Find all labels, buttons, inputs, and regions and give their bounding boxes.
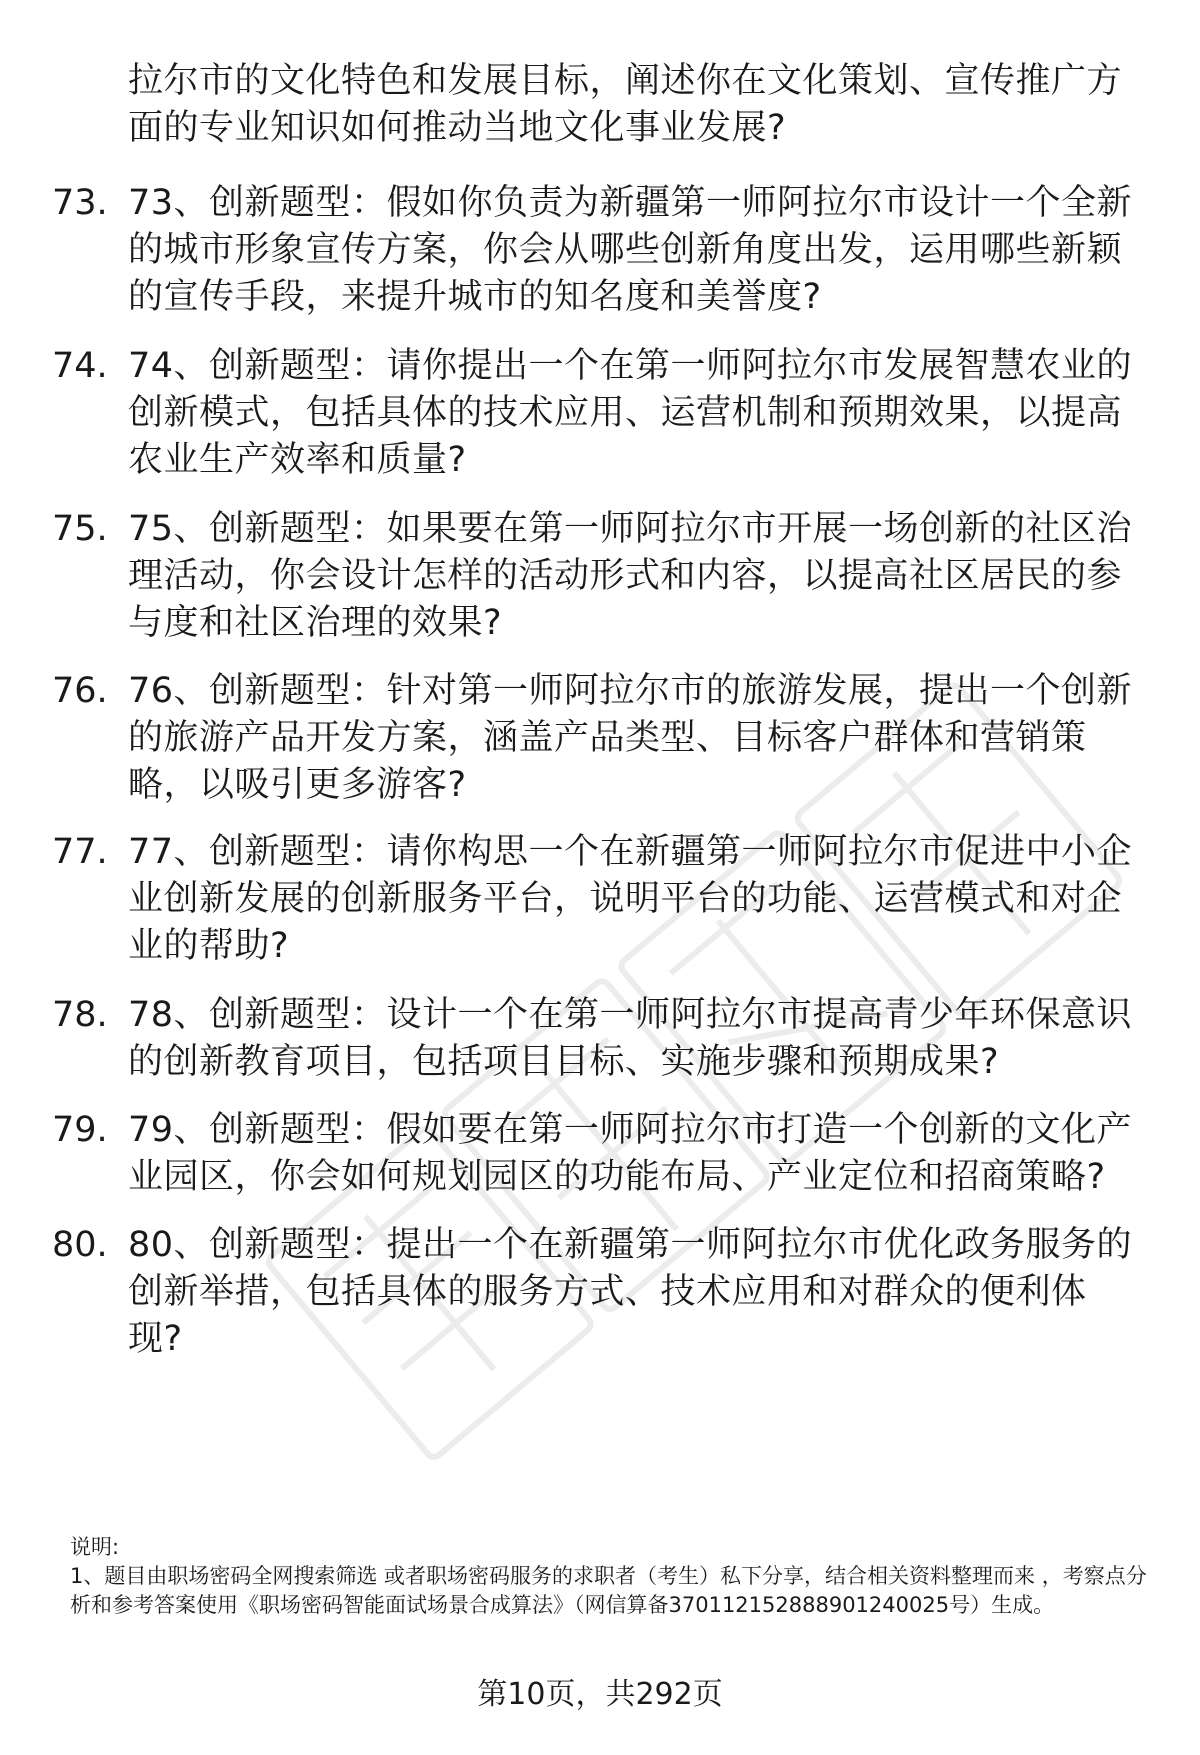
question-text: 80、创新题型：提出一个在新疆第一师阿拉尔市优化政务服务的创新举措，包括具体的服务方式、技术应用和对群众的便利体现? [128, 1225, 1133, 1359]
question-text: 76、创新题型：针对第一师阿拉尔市的旅游发展，提出一个创新的旅游产品开发方案，涵盖产品类型、目标客户群体和营销策略，以吸引更多游客? [128, 671, 1133, 805]
question-number: 76. [52, 671, 108, 711]
question-number: 80. [52, 1225, 108, 1265]
question-text: 74、创新题型：请你提出一个在第一师阿拉尔市发展智慧农业的创新模式，包括具体的技术应用、运营机制和预期效果，以提高农业生产效率和质量? [128, 346, 1133, 480]
notes-body: 1、题目由职场密码全网搜索筛选 或者职场密码服务的求职者（考生）私下分享，结合相关资料整理而来 ，考察点分析和参考答案使用《职场密码智能面试场景合成算法》（网信算备370112152888901240025号）生成。 [70, 1564, 1147, 1617]
question-text: 75、创新题型：如果要在第一师阿拉尔市开展一场创新的社区治理活动，你会设计怎样的活动形式和内容，以提高社区居民的参与度和社区治理的效果? [128, 509, 1133, 643]
question-text: 73、创新题型：假如你负责为新疆第一师阿拉尔市设计一个全新的城市形象宣传方案，你会从哪些创新角度出发，运用哪些新颖的宣传手段，来提升城市的知名度和美誉度? [128, 183, 1133, 317]
question-number: 77. [52, 832, 108, 872]
page-number: 第10页，共292页 [477, 1677, 723, 1712]
question-number: 79. [52, 1110, 108, 1150]
question-number: 75. [52, 509, 108, 549]
notes-section [70, 1533, 1150, 1620]
continuation-text: 拉尔市的文化特色和发展目标，阐述你在文化策划、宣传推广方面的专业知识如何推动当地文化事业发展? [128, 61, 1123, 148]
question-text: 77、创新题型：请你构思一个在新疆第一师阿拉尔市促进中小企业创新发展的创新服务平台，说明平台的功能、运营模式和对企业的帮助? [128, 832, 1133, 966]
question-number: 73. [52, 183, 108, 223]
question-text: 79、创新题型：假如要在第一师阿拉尔市打造一个创新的文化产业园区，你会如何规划园区的功能布局、产业定位和招商策略? [128, 1110, 1133, 1197]
notes-heading: 说明: [70, 1535, 120, 1559]
question-number: 74. [52, 346, 108, 386]
question-text: 78、创新题型：设计一个在第一师阿拉尔市提高青少年环保意识的创新教育项目，包括项目目标、实施步骤和预期成果? [128, 995, 1133, 1082]
question-number: 78. [52, 995, 108, 1035]
